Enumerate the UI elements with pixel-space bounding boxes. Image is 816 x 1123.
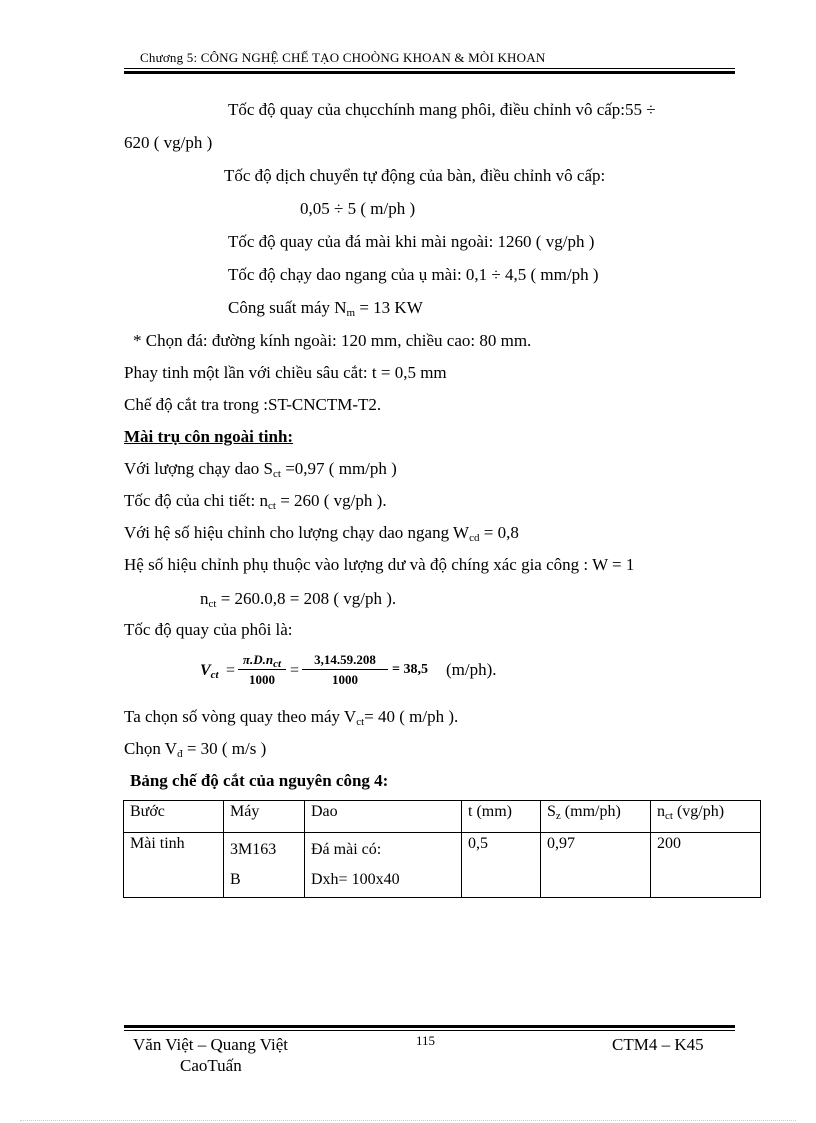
formula-lhs: $V_{ct}$ [200, 662, 219, 681]
cutting-regime-table [123, 800, 761, 898]
formula-equals-1: = [226, 662, 236, 679]
workpiece-speed-line: Tốc độ quay của phôi là: [124, 620, 293, 639]
cell-speed: 200 [651, 833, 761, 898]
machine-speed-line: Ta chọn số vòng quay theo máy $V_{ct}= 40$ ( m/ph ). [124, 707, 459, 728]
wheel-speed-choice-line: Chọn $V_đ = 30$ ( m/s ) [124, 739, 267, 760]
table-feed-range: 0,05 ÷ 5 ( m/ph ) [300, 199, 416, 218]
header-depth: t (mm) [462, 801, 541, 833]
cell-depth: 0,5 [462, 833, 541, 898]
cell-tool: Đá mài có: Dxh= 100x40 [305, 833, 462, 898]
depth-of-cut-line: Phay tinh một lần với chiều sâu cắt: t = 0,5 mm [124, 363, 447, 382]
table-feed-line: Tốc độ dịch chuyển tự động của bàn, điều chỉnh vô cấp: [224, 166, 606, 185]
header-speed: $n_{ct}$ (vg/ph) [651, 801, 761, 833]
header-step: Bước [124, 801, 224, 833]
header-feed: $S_z$ (mm/ph) [541, 801, 651, 833]
table-title: Bảng chế độ cắt của nguyên công 4: [130, 771, 389, 790]
cell-feed: 0,97 [541, 833, 651, 898]
allowance-factor-line: Hệ số hiệu chỉnh phụ thuộc vào lượng dư và độ chíng xác gia công : W = 1 [124, 555, 635, 574]
header-machine: Máy [224, 801, 305, 833]
reference-line: Chế độ cắt tra trong :ST-CNCTM-T2. [124, 395, 382, 414]
spindle-speed-cont: 620 ( vg/ph ) [124, 133, 213, 152]
formula-result: = 38,5 [392, 662, 428, 677]
footer-authors-2: CaoTuấn [180, 1056, 242, 1075]
formula-fraction-2: $\frac{3,14.59.208}{1000}$ [302, 652, 388, 688]
spindle-speed-line: Tốc độ quay của chụcchính mang phôi, điều chỉnh vô cấp:55 ÷ [228, 100, 656, 119]
table-row [124, 833, 761, 898]
correction-factor-line: Với hệ số hiệu chỉnh cho lượng chạy dao ngang $W_{cd} = 0,8$ [124, 523, 519, 544]
wheel-choice-line: * Chọn đá: đường kính ngoài: 120 mm, chiều cao: 80 mm. [133, 331, 532, 350]
header-rule-thick [124, 71, 735, 74]
machine-power-line: Công suất máy $N_m = 13$ KW [228, 298, 423, 319]
corrected-speed-line: $n_{ct} = 260.0,8 = 208$ ( vg/ph ). [200, 589, 397, 610]
header-tool: Dao [305, 801, 462, 833]
table-header-row [124, 801, 761, 833]
page-number: 115 [416, 1033, 436, 1048]
page-edge-dotted-line [20, 1120, 796, 1121]
feed-rate-line: Với lượng chạy dao $S_{ct} =0,97$ ( mm/ph ) [124, 459, 397, 480]
footer-rule-thick [124, 1025, 735, 1028]
section-heading: Mài trụ côn ngoài tinh: [124, 427, 294, 446]
cell-step: Mài tinh [124, 833, 224, 898]
wheel-speed-line: Tốc độ quay của đá mài khi mài ngoài: 1260 ( vg/ph ) [228, 232, 595, 251]
formula-equals-2: = [290, 662, 300, 679]
chapter-header: Chương 5: CÔNG NGHỆ CHẾ TẠO CHOÒNG KHOAN & MÒI KHOAN [140, 50, 546, 65]
formula-unit: (m/ph). [446, 660, 497, 679]
cell-machine: 3M163 B [224, 833, 305, 898]
footer-rule-thin [124, 1030, 735, 1031]
part-speed-line: Tốc độ của chi tiết: $n_{ct} = 260$ ( vg/ph ). [124, 491, 387, 512]
formula-fraction-1: $\pi.D.n_{ct}$ 1000 [238, 652, 286, 688]
header-rule-thin [124, 68, 735, 69]
footer-authors: Văn Việt – Quang Việt [133, 1035, 289, 1054]
cross-feed-line: Tốc độ chạy dao ngang của ụ mài: 0,1 ÷ 4,5 ( mm/ph ) [228, 265, 599, 284]
footer-class-code: CTM4 – K45 [612, 1035, 704, 1054]
